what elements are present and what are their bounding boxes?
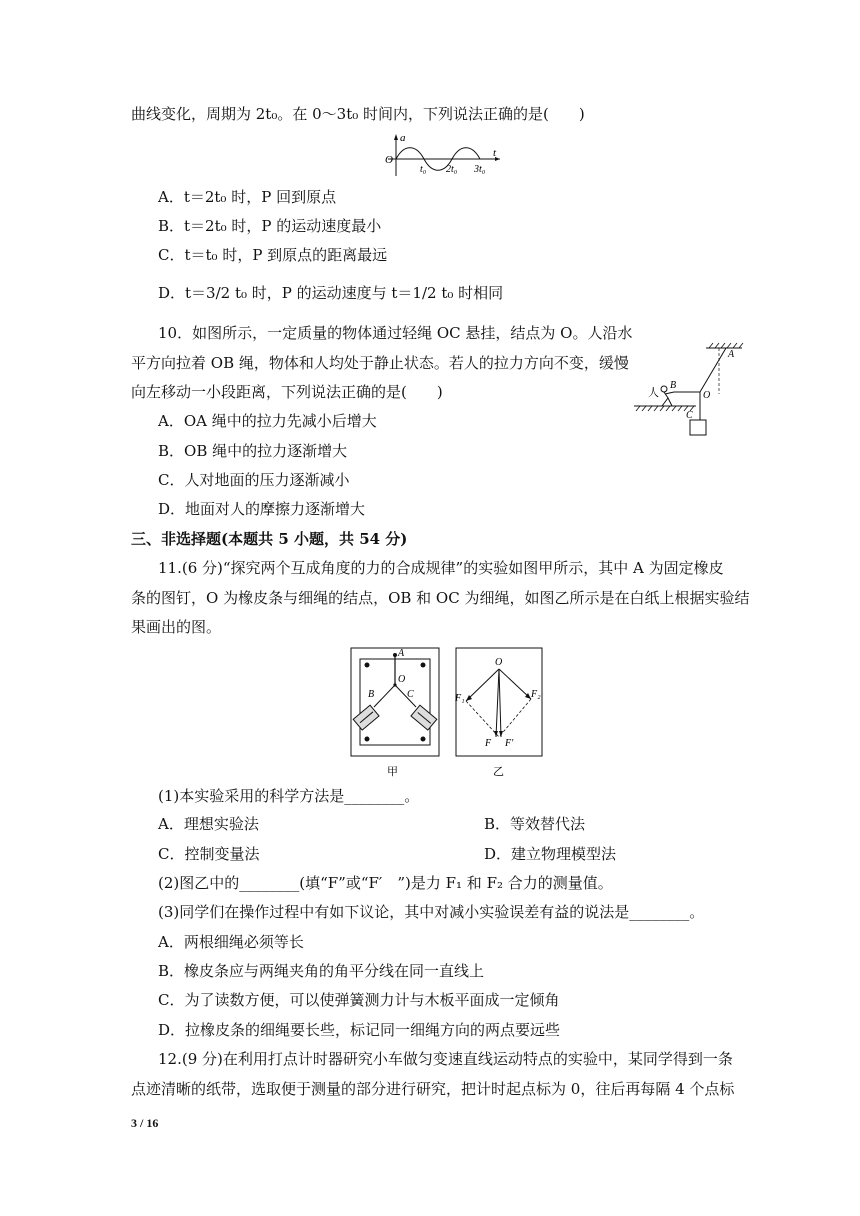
q10-rope-figure: [630, 340, 746, 444]
q11-sub1: (1)本实验采用的科学方法是________。: [158, 787, 420, 805]
q11-sub3-option-d: D．拉橡皮条的细绳要长些，标记同一细绳方向的两点要远些: [158, 1021, 561, 1039]
q10-stem-line-3: 向左移动一小段距离，下列说法正确的是( ): [131, 383, 443, 401]
q11-stem-line-1: 11.(6 分)“探究两个互成角度的力的合成规律”的实验如图甲所示，其中 A 为固定橡皮: [158, 559, 724, 577]
yi-label-o: O: [495, 657, 503, 668]
q11-sub3-option-b: B．橡皮条应与两绳夹角的角平分线在同一直线上: [158, 962, 485, 980]
q9-axis-t-label: t: [493, 147, 497, 159]
q10-label-b: B: [670, 380, 677, 391]
q11-sub3-option-c: C．为了读数方便，可以使弹簧测力计与木板平面成一定倾角: [158, 991, 560, 1009]
q12-stem-line-2: 点迹清晰的纸带，选取便于测量的部分进行研究，把计时起点标为 0，往后再每隔 4 个点标: [131, 1080, 735, 1098]
yi-label-f: F: [485, 738, 492, 749]
q10-option-a: A．OA 绳中的拉力先减小后增大: [158, 412, 377, 430]
q9-tick-3t0: 3t₀: [474, 164, 486, 175]
q11-sub1-option-c: C．控制变量法: [158, 845, 260, 863]
q9-origin-label: O: [385, 154, 393, 166]
jia-label-a: A: [398, 648, 405, 659]
yi-label-fprime: F′: [505, 738, 514, 749]
q11-sub3: (3)同学们在操作过程中有如下议论，其中对减小实验误差有益的说法是________。: [158, 903, 705, 921]
q11-figure-jia: [348, 645, 444, 783]
q11-stem-line-2: 条的图钉，O 为橡皮条与细绳的结点，OB 和 OC 为细绳，如图乙所示是在白纸上根据实验结: [131, 589, 750, 607]
section-3-heading: 三、非选择题(本题共 5 小题，共 54 分): [131, 530, 408, 548]
q10-option-b: B．OB 绳中的拉力逐渐增大: [158, 442, 348, 460]
q10-option-c: C．人对地面的压力逐渐减小: [158, 471, 350, 489]
q11-sub1-option-b: B．等效替代法: [484, 815, 586, 833]
jia-caption: 甲: [387, 766, 398, 778]
yi-caption: 乙: [493, 766, 504, 778]
q10-label-a: A: [728, 349, 735, 360]
jia-label-c: C: [407, 689, 414, 700]
q11-stem-line-3: 果画出的图。: [131, 618, 222, 636]
jia-label-b: B: [368, 689, 375, 700]
q11-sub1-option-d: D．建立物理模型法: [484, 845, 617, 863]
q9-option-c: C．t＝t₀ 时，P 到原点的距离最远: [158, 246, 388, 264]
q11-figure-yi: [453, 645, 545, 783]
yi-label-f1: F₁: [455, 693, 465, 704]
q9-tick-t0: t₀: [420, 164, 427, 175]
q10-stem-line-1: 10．如图所示，一定质量的物体通过轻绳 OC 悬挂，结点为 O。人沿水: [158, 324, 633, 342]
q12-stem-line-1: 12.(9 分)在利用打点计时器研究小车做匀变速直线运动特点的实验中，某同学得到一条: [158, 1050, 733, 1068]
q10-label-person: 人: [648, 387, 659, 399]
q11-sub1-option-a: A．理想实验法: [158, 815, 259, 833]
q10-stem-line-2: 平方向拉着 OB 绳，物体和人均处于静止状态。若人的拉力方向不变，缓慢: [131, 354, 629, 372]
q9-stem-tail: 曲线变化，周期为 2t₀。在 0～3t₀ 时间内，下列说法正确的是( ): [131, 105, 585, 123]
q11-sub3-option-a: A．两根细绳必须等长: [158, 933, 304, 951]
page-number: 3 / 16: [131, 1116, 159, 1130]
yi-label-f2: F₂: [531, 689, 541, 700]
q10-label-o: O: [703, 390, 711, 401]
q10-label-c: C: [686, 410, 693, 421]
q11-sub2: (2)图乙中的________(填“F”或“F′ ”)是力 F₁ 和 F₂ 合力的测量值。: [158, 874, 613, 892]
q9-option-d: D．t＝3/2 t₀ 时，P 的运动速度与 t＝1/2 t₀ 时相同: [158, 284, 504, 302]
q10-option-d: D．地面对人的摩擦力逐渐增大: [158, 500, 366, 518]
jia-label-o: O: [398, 674, 406, 685]
q9-tick-2t0: 2t₀: [446, 164, 458, 175]
q9-option-b: B．t＝2t₀ 时，P 的运动速度最小: [158, 217, 382, 235]
q9-axis-a-label: a: [400, 132, 406, 144]
q9-option-a: A．t＝2t₀ 时，P 回到原点: [158, 188, 337, 206]
q9-acceleration-graph: [384, 132, 504, 182]
